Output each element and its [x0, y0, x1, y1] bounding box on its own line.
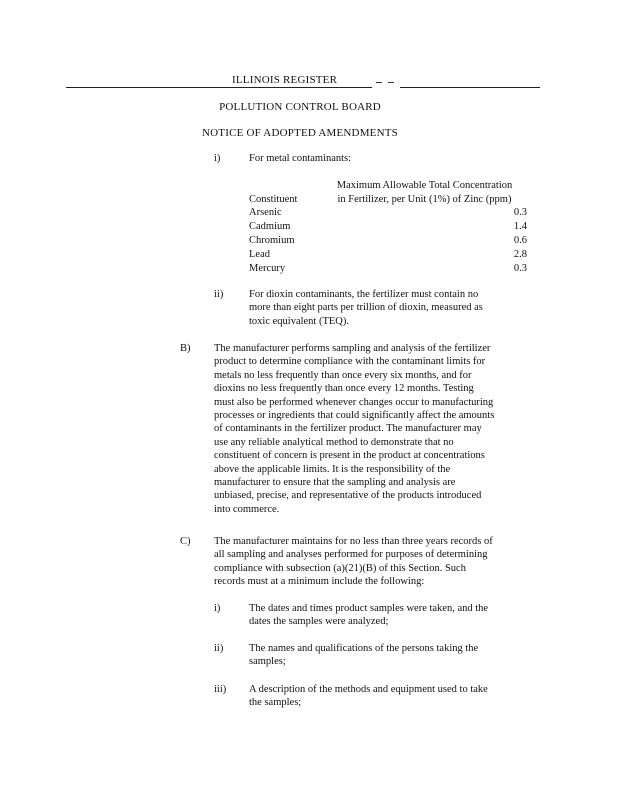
section-b-paragraph: [214, 342, 494, 516]
paragraph-line: above the applicable limits. It is the responsibility of the: [214, 463, 451, 475]
header-rule-left: [66, 87, 232, 88]
paragraph-line: into commerce.: [214, 503, 280, 515]
paragraph-line: dioxins no less frequently than once every 12 months. Testing: [214, 383, 474, 395]
item-label: i): [214, 603, 221, 614]
constituent-name: Cadmium: [249, 221, 291, 232]
paragraph-line: The manufacturer performs sampling and analysis of the fertilizer: [214, 343, 491, 354]
paragraph-line: more than eight parts per trillion of dioxin, measured as: [249, 302, 483, 314]
table-row: [249, 262, 527, 275]
paragraph-line: The names and qualifications of the persons taking the: [249, 643, 479, 654]
paragraph-line: constituent of concern is present in the product at concentrations: [214, 450, 485, 462]
constituent-value: 2.8: [513, 249, 527, 260]
table-row: [249, 206, 527, 219]
paragraph-line: A description of the methods and equipment used to take: [249, 684, 488, 695]
paragraph-line: records must at a minimum include the following:: [214, 576, 425, 588]
paragraph-line: compliance with subsection (a)(21)(B) of this Section. Such: [214, 562, 466, 574]
list-item: [249, 642, 478, 669]
constituent-name: Mercury: [249, 263, 286, 274]
constituent-value: 0.3: [513, 263, 527, 274]
metals-label: i): [214, 153, 221, 164]
register-title: ILLINOIS REGISTER: [232, 74, 338, 86]
paragraph-line: of contaminants in the fertilizer product. The manufacturer may: [214, 423, 482, 435]
constituent-value: 0.3: [513, 207, 527, 218]
paragraph-line: all sampling and analyses performed for purposes of determining: [214, 549, 488, 561]
paragraph-line: must also be performed whenever changes occur to manufacturing: [214, 396, 494, 408]
notice-title: NOTICE OF ADOPTED AMENDMENTS: [202, 127, 398, 139]
header-rule-right: [400, 87, 540, 88]
paragraph-line: unbiased, precise, and representative of the products introduced: [214, 490, 482, 502]
paragraph-line: samples;: [249, 656, 286, 668]
paragraph-line: metals no less frequently than once every six months, and for: [214, 369, 472, 381]
item-label: iii): [214, 684, 227, 695]
paragraph-line: For dioxin contaminants, the fertilizer must contain no: [249, 289, 479, 300]
dioxin-paragraph: [249, 288, 483, 328]
constituent-name: Arsenic: [249, 207, 282, 218]
metals-intro: For metal contaminants:: [249, 153, 352, 164]
constituent-value: 0.6: [513, 235, 527, 246]
section-c-label: C): [180, 536, 191, 547]
paragraph-line: the samples;: [249, 697, 302, 709]
paragraph-line: The dates and times product samples were taken, and the: [249, 603, 489, 614]
table-header-max-line1: Maximum Allowable Total Concentration: [336, 180, 513, 191]
paragraph-line: toxic equivalent (TEQ).: [249, 315, 350, 327]
table-row: [249, 234, 527, 247]
item-label: ii): [214, 643, 224, 654]
paragraph-line: manufacturer to ensure that the sampling and analysis are: [214, 477, 456, 489]
board-title: POLLUTION CONTROL BOARD: [219, 101, 381, 113]
header-rule-under-title: [232, 87, 372, 88]
table-header-max-line2: in Fertilizer, per Unit (1%) of Zinc (ppm): [337, 194, 512, 205]
list-item: [249, 602, 488, 629]
constituent-value: 1.4: [513, 221, 527, 232]
constituent-name: Lead: [249, 249, 270, 260]
header-rule-dash: [388, 82, 394, 83]
section-b-label: B): [180, 343, 191, 354]
header-rule-dash: [376, 82, 382, 83]
dioxin-label: ii): [214, 289, 224, 300]
paragraph-line: dates the samples were analyzed;: [249, 616, 389, 628]
paragraph-line: The manufacturer maintains for no less than three years records of: [214, 536, 493, 547]
list-item: [249, 683, 488, 710]
constituent-name: Chromium: [249, 235, 295, 246]
paragraph-line: use any reliable analytical method to demonstrate that no: [214, 436, 454, 448]
table-header-constituent: Constituent: [249, 194, 298, 205]
paragraph-line: processes or ingredients that could significantly affect the amounts: [214, 410, 495, 422]
paragraph-line: product to determine compliance with the contaminant limits for: [214, 356, 486, 368]
table-row: [249, 248, 527, 261]
section-c-paragraph: [214, 535, 493, 589]
table-row: [249, 220, 527, 233]
